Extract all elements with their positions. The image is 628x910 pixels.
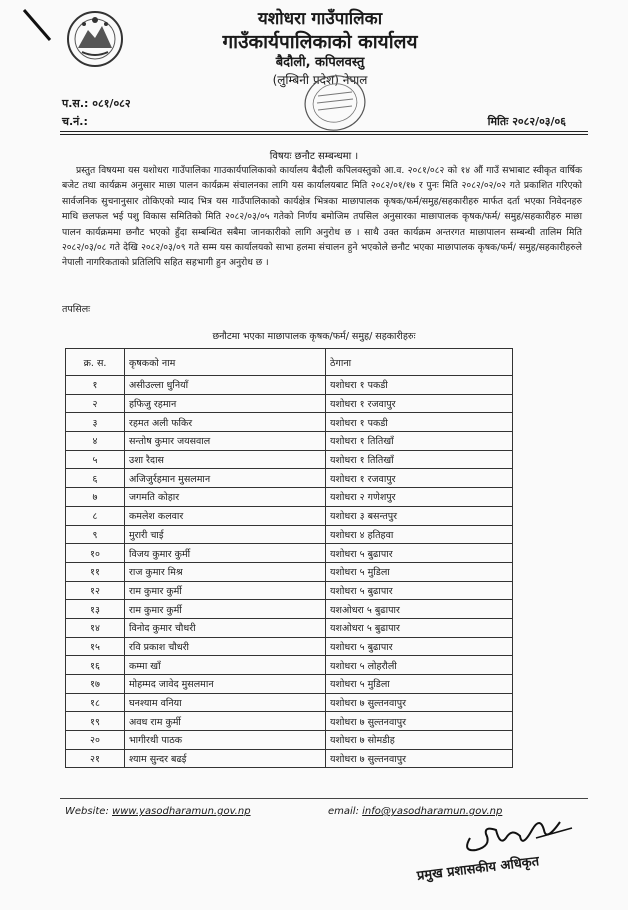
row-farmer-name: असीउल्ला धुनियाँ <box>125 376 326 395</box>
table-row <box>66 637 513 656</box>
office-stamp-icon <box>300 72 370 134</box>
table-row <box>66 394 513 413</box>
table-row <box>66 731 513 750</box>
row-address: यशोधरा ७ सोमडीह <box>326 731 513 750</box>
column-header-address: ठेगाना <box>326 349 513 376</box>
row-serial: ११ <box>66 562 125 581</box>
row-address: यशोधरा ५ मुडिला <box>326 562 513 581</box>
signatory-title: प्रमुख प्रशासकीय अधिकृत <box>416 854 540 884</box>
table-row <box>66 618 513 637</box>
email-label: email: <box>328 806 359 817</box>
row-address: यशोधरा १ पकडी <box>326 413 513 432</box>
row-farmer-name: सन्तोष कुमार जयसवाल <box>125 432 326 451</box>
row-address: यशोधरा १ रजवापुर <box>326 394 513 413</box>
row-serial: १२ <box>66 581 125 600</box>
row-address: यशोधरा ५ बुढापार <box>326 544 513 563</box>
row-serial: १ <box>66 376 125 395</box>
row-address: यशोधरा १ पकडी <box>326 376 513 395</box>
letter-date: मितिः २०८२/०३/०६ <box>487 115 566 128</box>
corner-slash-mark <box>14 6 64 46</box>
row-serial: १५ <box>66 637 125 656</box>
row-serial: ९ <box>66 525 125 544</box>
row-farmer-name: भागीरथी पाठक <box>125 731 326 750</box>
table-row <box>66 488 513 507</box>
table-row <box>66 600 513 619</box>
row-serial: १९ <box>66 712 125 731</box>
header-divider-second <box>60 134 588 135</box>
email-link[interactable]: info@yasodharamun.gov.np <box>362 806 503 817</box>
table-caption: छनौटमा भएका माछापालक कृषक/फर्म/ समुह/ सहकारीहरुः <box>212 331 416 342</box>
dispatch-number: च.नं.: <box>62 115 88 128</box>
row-address: यशोधरा ५ बुढापार <box>326 637 513 656</box>
letter-subject: विषयः छनौट सम्बन्धमा । <box>269 151 359 162</box>
row-address: यशोधरा २ गणेशपुर <box>326 488 513 507</box>
row-serial: ७ <box>66 488 125 507</box>
row-farmer-name: राज कुमार मिश्र <box>125 562 326 581</box>
row-farmer-name: अवध राम कुर्मी <box>125 712 326 731</box>
row-serial: १८ <box>66 693 125 712</box>
body-paragraph: प्रस्तुत विषयमा यस यशोधरा गाउँपालिका गाउकार्यपालिकाको कार्यालय बैदौली कपिलवस्तुको आ.व. २०८१/०८२ को १४ औं गाउँ सभाबाट स्वीकृत वार्षिक बजेट तथा कार्यक्रम अनुसार माछा पालन कार्यक्रम संचालनका लागि यस कार्यालयबाट मिति २०८२/०१/१७ र पुनः मिति २०८२/०२/०२ गते प्रकाशित गरिएको सार्वजनिक सुचनानुसार तोकिएको म्याद भित्र यस गाउँपालिकाको कार्यक्षेत्र भित्रका माछापालक कृषक/फर्म/समुह/सहकारीहरु मार्फत दर्ता भएका निवेदनहरु माथि छलफल भई पशु विकास समितिको मिति २०८२/०३/०५ गतेको निर्णय बमोजिम तपसिल अनुसारका माछापालक कृषक/फर्म/ समुह/सहकारीहरु माछा पालन कार्यक्रममा छनौट भएको हुँदा सम्बन्धित सबैमा जानकारीको लागि अनुरोध छ । साथै उक्त कार्यक्रम अन्तरगत माछापालन सम्बन्धी तालिम मिति २०८२/०३/०८ गते देखि २०८२/०३/०९ गते सम्म यस कार्यालयको साभा हलमा संचालन हुने भएकोले छनौट भएका माछापालक कृषक/फर्म/ समुह/सहकारीहरुले नेपाली नागरिकताको प्रतिलिपि सहित सहभागी हुन अनुरोध छ । <box>62 165 582 269</box>
table-row <box>66 506 513 525</box>
table-row <box>66 469 513 488</box>
row-serial: १० <box>66 544 125 563</box>
row-serial: २० <box>66 731 125 750</box>
office-address: बैदौली, कपिलवस्तु <box>275 55 365 70</box>
row-farmer-name: राम कुमार कुर्मी <box>125 581 326 600</box>
website-link[interactable]: www.yasodharamun.gov.np <box>112 806 251 817</box>
row-serial: ४ <box>66 432 125 451</box>
row-serial: ८ <box>66 506 125 525</box>
row-serial: १४ <box>66 618 125 637</box>
row-farmer-name: उशा रैदास <box>125 450 326 469</box>
row-farmer-name: हफिजु रहमान <box>125 394 326 413</box>
row-serial: ६ <box>66 469 125 488</box>
row-farmer-name: विजय कुमार कुर्मी <box>125 544 326 563</box>
row-address: यशोधरा ३ बसन्तपुर <box>326 506 513 525</box>
row-serial: ५ <box>66 450 125 469</box>
selected-farmers-table <box>65 348 513 768</box>
row-farmer-name: श्याम सुन्दर बढई <box>125 749 326 768</box>
row-address: यशोधरा ७ सुल्तनवापुर <box>326 712 513 731</box>
nepal-emblem-icon <box>64 8 126 70</box>
row-address: यशोधरा ७ सुल्तनवापुर <box>326 749 513 768</box>
province-country: (लुम्बिनी प्रदेश) नेपाल <box>272 73 368 87</box>
row-address: यशोधरा ४ हतिहवा <box>326 525 513 544</box>
row-address: यशओधरा ५ बुढापार <box>326 618 513 637</box>
row-address: यशोधरा १ रजवापुर <box>326 469 513 488</box>
row-farmer-name: मुरारी चाई <box>125 525 326 544</box>
row-farmer-name: विनोद कुमार चौधरी <box>125 618 326 637</box>
header-divider <box>60 131 588 132</box>
table-row <box>66 749 513 768</box>
row-farmer-name: अजिजुर्रहमान मुसलमान <box>125 469 326 488</box>
row-serial: २१ <box>66 749 125 768</box>
table-row <box>66 656 513 675</box>
table-header-row <box>66 349 513 376</box>
row-farmer-name: जगमति कोहार <box>125 488 326 507</box>
row-address: यशोधरा ५ मुडिला <box>326 675 513 694</box>
row-address: यशोधरा ५ लोहरौली <box>326 656 513 675</box>
footer-website <box>65 806 251 817</box>
table-row <box>66 413 513 432</box>
row-address: यशोधरा १ तितिखाँ <box>326 450 513 469</box>
table-row <box>66 432 513 451</box>
row-serial: ३ <box>66 413 125 432</box>
row-serial: १७ <box>66 675 125 694</box>
details-label: तपसिलः <box>62 304 91 315</box>
row-address: यशोधरा १ तितिखाँ <box>326 432 513 451</box>
table-row <box>66 581 513 600</box>
table-row <box>66 525 513 544</box>
row-farmer-name: राम कुमार कुर्मी <box>125 600 326 619</box>
table-row <box>66 693 513 712</box>
column-header-serial: क्र. स. <box>66 349 125 376</box>
row-farmer-name: कम्मा खाँ <box>125 656 326 675</box>
municipality-name: यशोधरा गाउँपालिका <box>257 9 383 29</box>
row-address: यशोधरा ५ बुढापार <box>326 581 513 600</box>
table-row <box>66 450 513 469</box>
footer-divider <box>60 798 588 799</box>
column-header-name: कृषकको नाम <box>125 349 326 376</box>
letter-body <box>62 163 582 271</box>
row-address: यशोधरा ७ सुल्तनवापुर <box>326 693 513 712</box>
row-farmer-name: रवि प्रकाश चौधरी <box>125 637 326 656</box>
table-row <box>66 544 513 563</box>
row-farmer-name: घनश्याम वनिया <box>125 693 326 712</box>
office-name: गाउँकार्यपालिकाको कार्यालय <box>222 31 418 53</box>
reference-number: प.स.: ०८१/०८२ <box>62 97 131 110</box>
row-farmer-name: कमलेश कलवार <box>125 506 326 525</box>
table-row <box>66 562 513 581</box>
website-label: Website: <box>65 806 109 817</box>
row-farmer-name: रहमत अली फकिर <box>125 413 326 432</box>
row-serial: १३ <box>66 600 125 619</box>
table-row <box>66 376 513 395</box>
row-serial: २ <box>66 394 125 413</box>
row-farmer-name: मोहम्मद जावेद मुसलमान <box>125 675 326 694</box>
table-row <box>66 712 513 731</box>
row-address: यशओधरा ५ बुढापार <box>326 600 513 619</box>
row-serial: १६ <box>66 656 125 675</box>
table-row <box>66 675 513 694</box>
